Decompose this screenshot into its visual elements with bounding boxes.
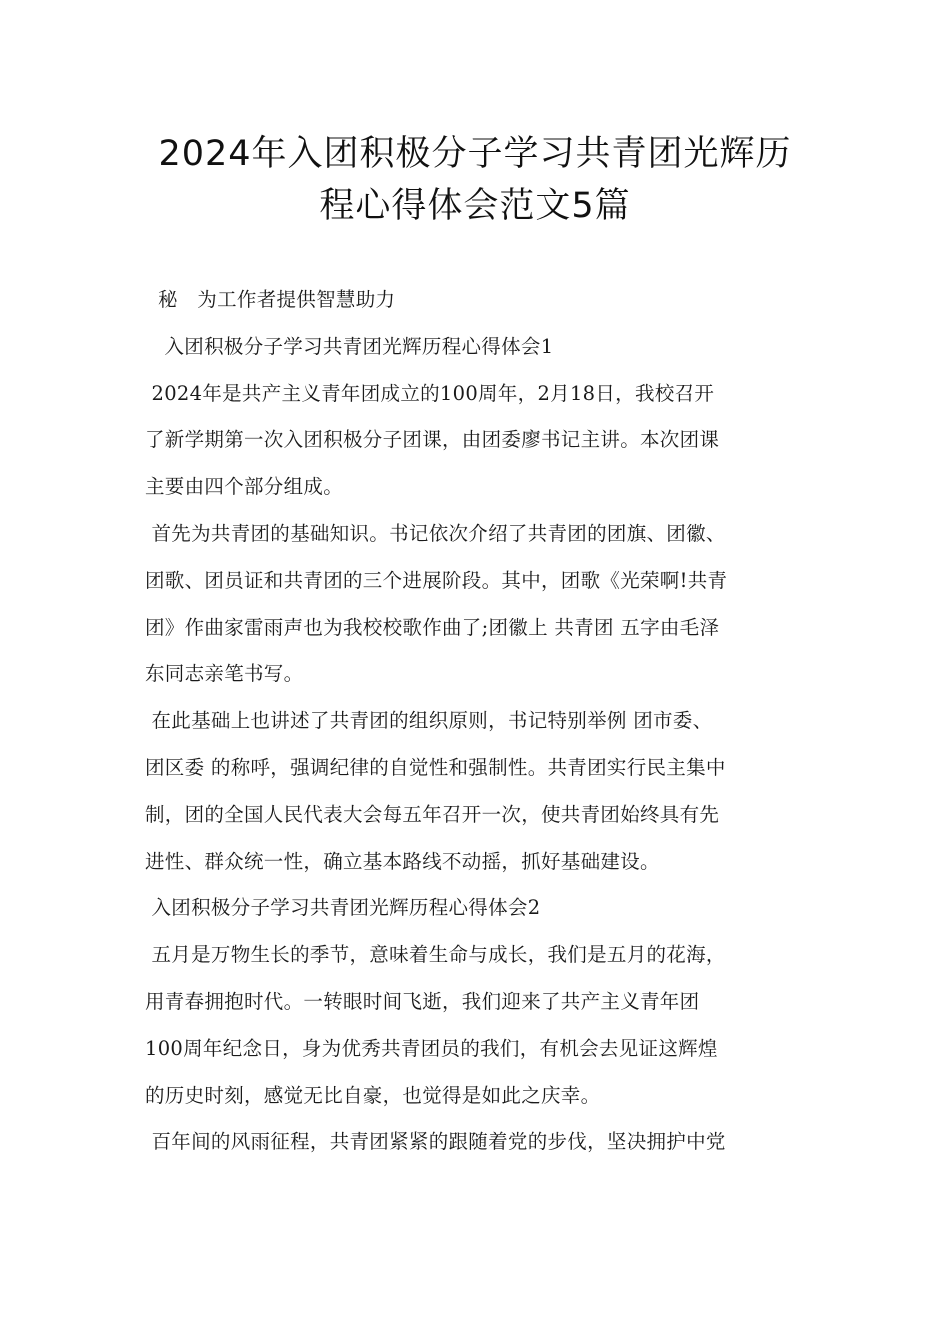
body-line: 进性、群众统一性，确立基本路线不动摇，抓好基础建设。 (145, 849, 660, 873)
body-line: 用青春拥抱时代。一转眼时间飞逝，我们迎来了共产主义青年团 (145, 989, 700, 1013)
title-line-1: 2024年入团积极分子学习共青团光辉历 (158, 134, 792, 174)
body-line: 了新学期第一次入团积极分子团课，由团委廖书记主讲。本次团课 (145, 428, 720, 452)
body-line: 团歌、团员证和共青团的三个进展阶段。其中，团歌《光荣啊!共青 (145, 568, 728, 592)
section-heading: 入团积极分子学习共青团光辉历程心得体会2 (145, 896, 541, 920)
body-line: 五月是万物生长的季节，意味着生命与成长，我们是五月的花海， (145, 943, 726, 967)
body-line: 团区委 的称呼，强调纪律的自觉性和强制性。共青团实行民主集中 (145, 755, 726, 779)
body-line: 秘 为工作者提供智慧助力 (145, 288, 396, 311)
section-heading: 入团积极分子学习共青团光辉历程心得体会1 (145, 334, 554, 358)
body-line: 团》作曲家雷雨声也为我校校歌作曲了;团徽上 共青团 五字由毛泽 (145, 615, 720, 639)
title-line-2: 程心得体会范文5篇 (319, 186, 631, 226)
document-body (145, 277, 810, 1166)
document-title (120, 128, 830, 232)
body-line: 2024年是共产主义青年团成立的100周年，2月18日，我校召开 (145, 381, 715, 405)
body-line: 在此基础上也讲述了共青团的组织原则，书记特别举例 团市委、 (145, 709, 713, 733)
body-line: 首先为共青团的基础知识。书记依次介绍了共青团的团旗、团徽、 (145, 521, 726, 545)
body-line: 的历史时刻，感觉无比自豪，也觉得是如此之庆幸。 (145, 1083, 601, 1107)
body-line: 主要由四个部分组成。 (145, 475, 344, 499)
body-line: 东同志亲笔书写。 (145, 662, 304, 686)
body-line: 百年间的风雨征程，共青团紧紧的跟随着党的步伐，坚决拥护中党 (145, 1130, 726, 1154)
body-line: 100周年纪念日，身为优秀共青团员的我们，有机会去见证这辉煌 (145, 1036, 718, 1060)
body-line: 制，团的全国人民代表大会每五年召开一次，使共青团始终具有先 (145, 802, 720, 826)
